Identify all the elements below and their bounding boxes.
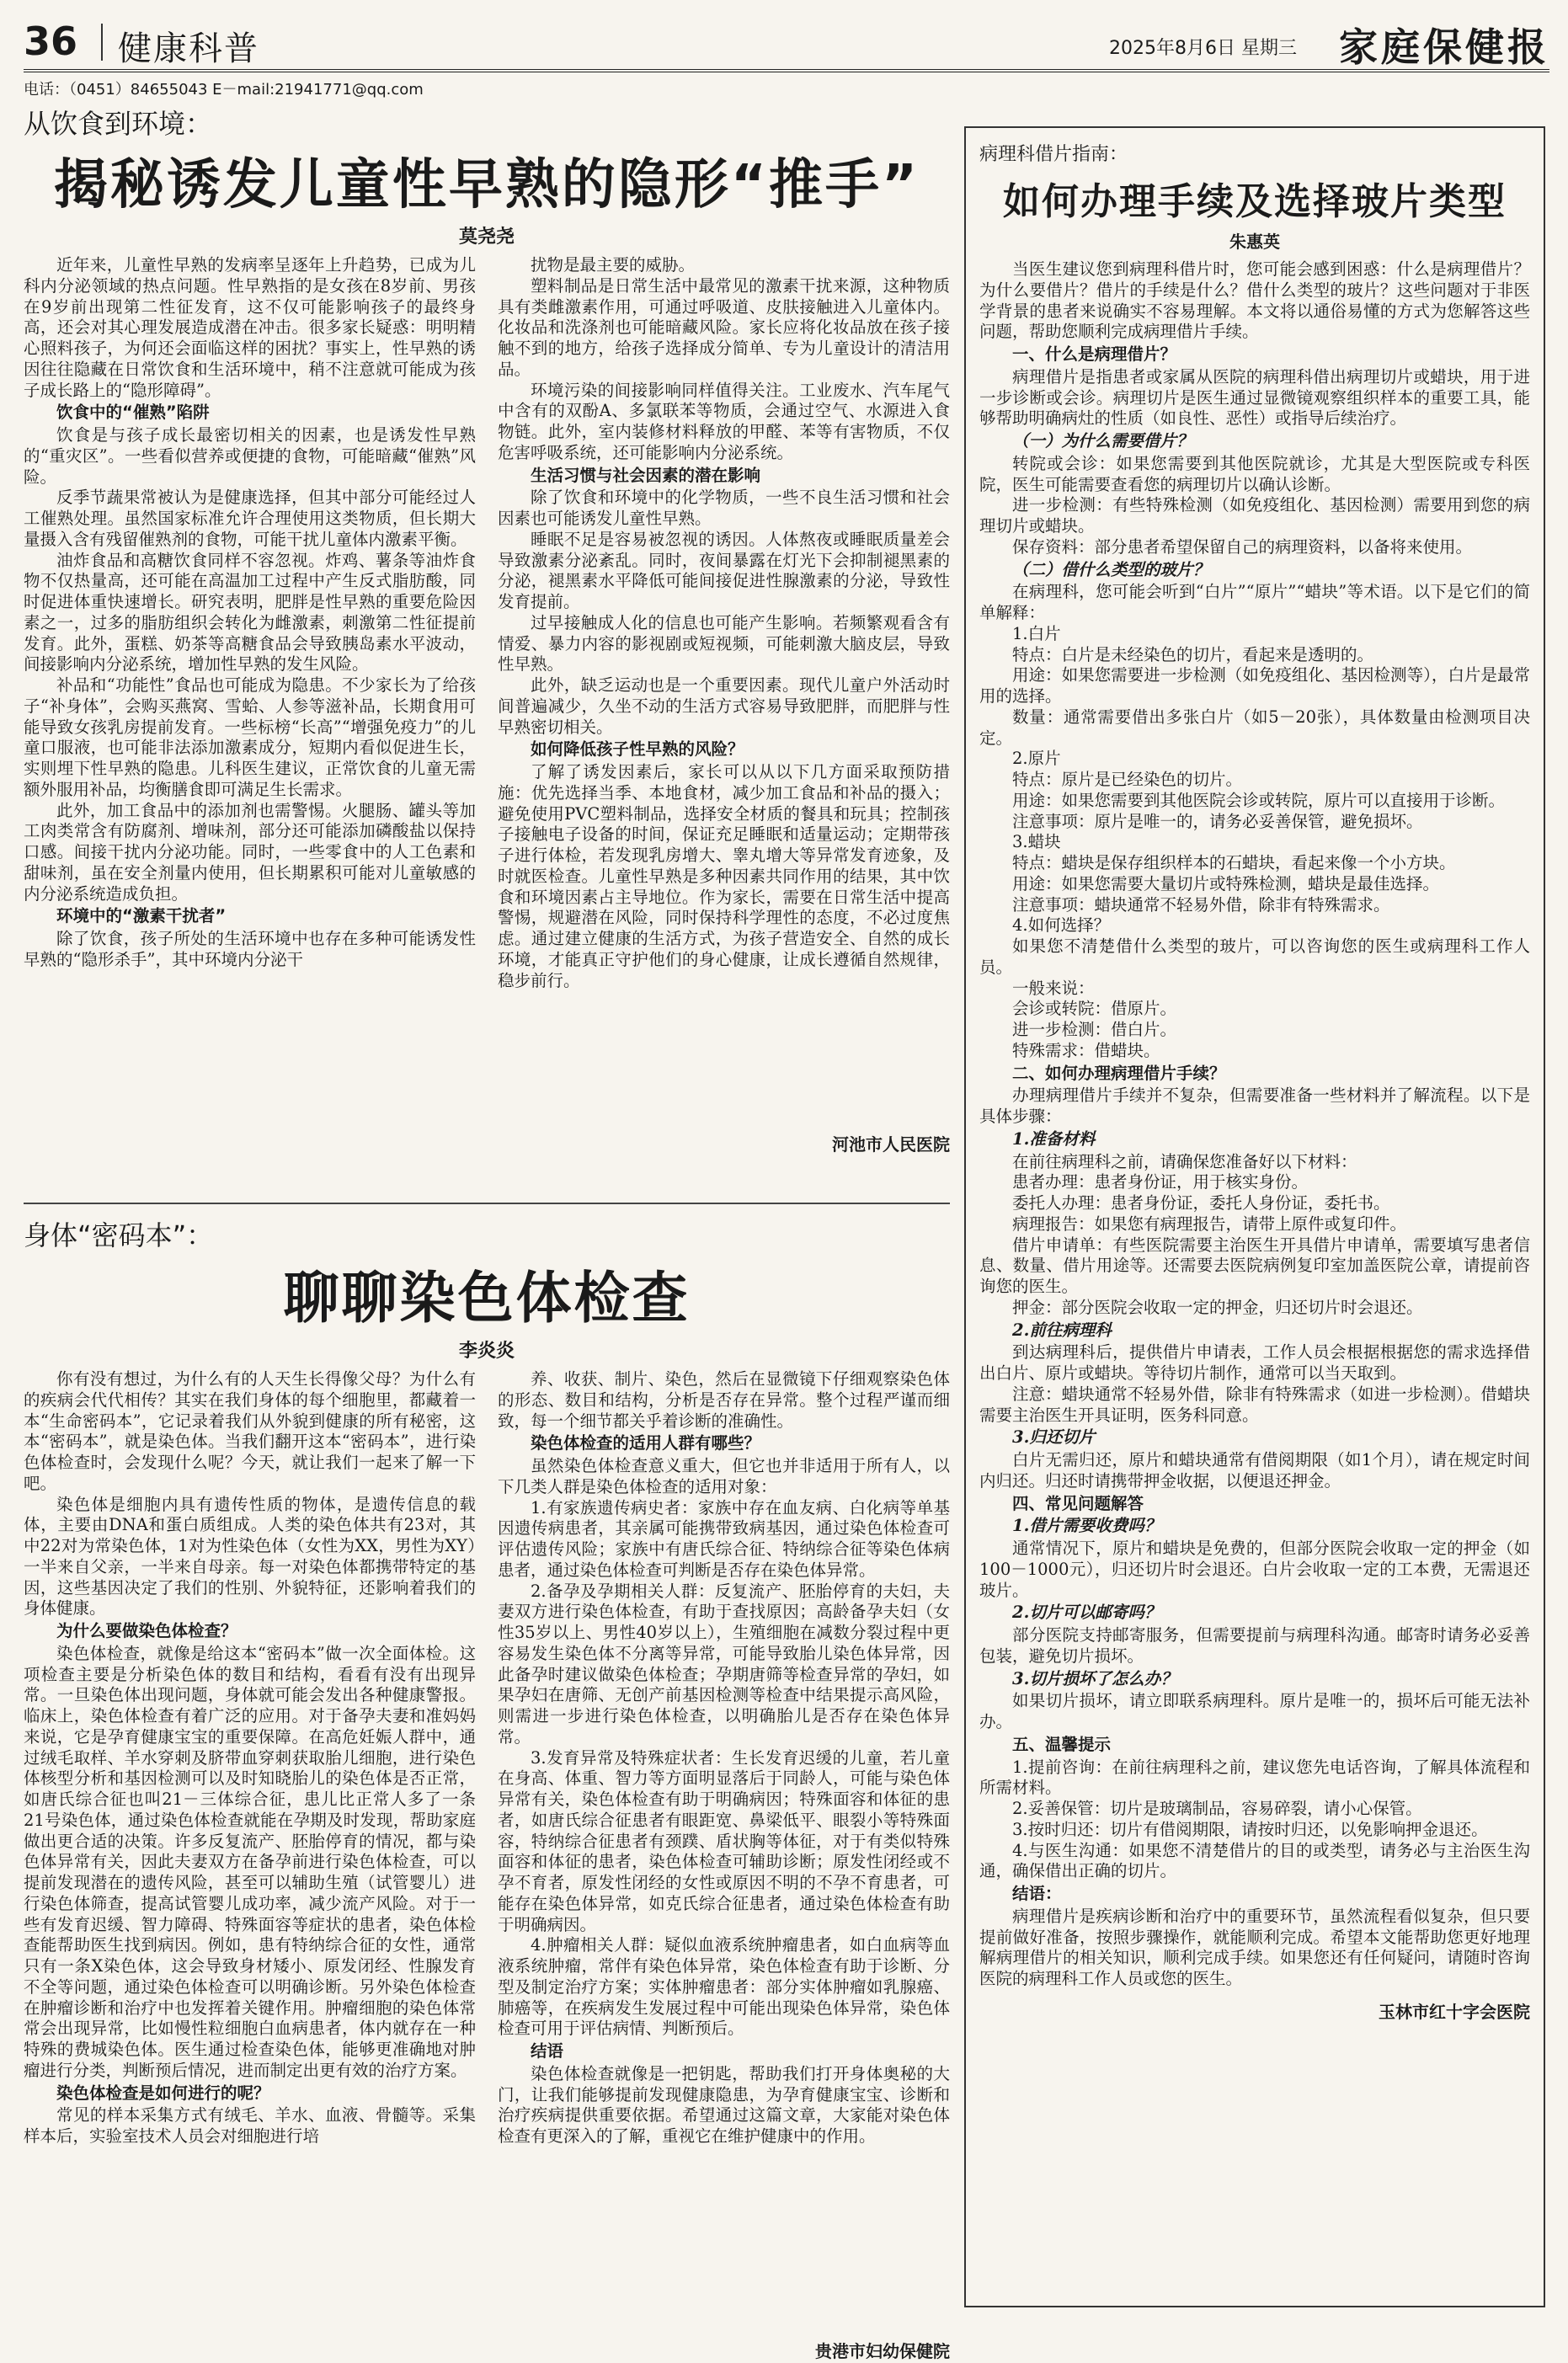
subheading: 二、如何办理病理借片手续？ (1012, 1063, 1226, 1083)
paragraph: 特点：白片是未经染色的切片，看起来是透明的。 (1012, 644, 1374, 664)
paragraph: 用途：如果您需要大量切片或特殊检测，蜡块是最佳选择。 (1012, 873, 1440, 893)
paragraph: 1.提前咨询：在前往病理科之前，建议您先电话咨询，了解具体流程和所需材料。 (979, 1757, 1530, 1798)
page-number: 36 (24, 19, 78, 64)
article-column (24, 255, 476, 1165)
paragraph: 转院或会诊：如果您需要到其他医院就诊，尤其是大型医院或专科医院，医生可能需要查看您的病理切片以确认诊断。 (979, 453, 1530, 494)
subheading: 四、常见问题解答 (1012, 1493, 1144, 1513)
paragraph: 4.与医生沟通：如果您不清楚借片的目的或类型，请务必与主治医生沟通，确保借出正确的切片。 (979, 1840, 1530, 1881)
paragraph: 数量：通常需要借出多张白片（如5－20张），具体数量由检测项目决定。 (979, 707, 1530, 748)
article-column (24, 1369, 476, 2363)
subheading: 2.切片可以邮寄吗？ (1012, 1603, 1161, 1623)
subheading: 如何降低孩子性早熟的风险？ (531, 739, 744, 760)
paragraph: 特点：原片是已经染色的切片。 (1012, 770, 1243, 789)
paragraph: 1.白片 (1012, 623, 1061, 643)
paragraph: 注意：蜡块通常不轻易外借，除非有特殊需求（如进一步检测）。借蜡块需要主治医生开具证明，医务科同意。 (979, 1384, 1530, 1425)
paragraph: 注意事项：蜡块通常不轻易外借，除非有特殊需求。 (1012, 894, 1390, 915)
paragraph: 除了饮食和环境中的化学物质，一些不良生活习惯和社会因素也可能诱发儿童性早熟。 (498, 488, 950, 528)
paragraph: 染色体检查就像是一把钥匙，帮助我们打开身体奥秘的大门，让我们能够提前发现健康隐患，为孕育健康宝宝、诊断和治疗疾病提供重要依据。希望通过这篇文章，大家能对染色体检查有更深入的了解，重视它在维护健康中的作用。 (498, 2063, 950, 2146)
paragraph: 油炸食品和高糖饮食同样不容忽视。炸鸡、薯条等油炸食物不仅热量高，还可能在高温加工过程中产生反式脂肪酸，同时促进体重快速增长。研究表明，肥胖是性早熟的重要危险因素之一，过多的脂肪组织会转化为雌激素，刺激第二性征提前发育。此外，蛋糕、奶茶等高糖食品会导致胰岛素水平波动，间接影响内分泌系统，增加性早熟的发生风险。 (24, 550, 476, 675)
subheading: 五、温馨提示 (1012, 1734, 1112, 1754)
paragraph: 塑料制品是日常生活中最常见的激素干扰来源，这种物质具有类雌激素作用，可通过呼吸道、皮肤接触进入儿童体内。化妆品和洗涤剂也可能暗藏风险。家长应将化妆品放在孩子接触不到的地方，给孩子选择成分简单、专为儿童设计的清洁用品。 (498, 275, 950, 379)
issue-date: 2025年8月6日 星期三 (1109, 38, 1297, 59)
article-kicker: 从饮食到环境： (24, 108, 213, 140)
paragraph: 虽然染色体检查意义重大，但它也并非适用于所有人，以下几类人群是染色体检查的适用对象： (498, 1456, 950, 1496)
sidebar-kicker: 病理科借片指南： (979, 144, 1128, 165)
paragraph: 在前往病理科之前，请确保您准备好以下材料： (1012, 1151, 1357, 1171)
article-headline: 聊聊染色体检查 (283, 1266, 691, 1331)
paragraph: 睡眠不足是容易被忽视的诱因。人体熬夜或睡眠质量差会导致激素分泌紊乱。同时，夜间暴露在灯光下会抑制褪黑素的分泌，褪黑素水平降低可能间接促进性腺激素的分泌，导致性发育提前。 (498, 529, 950, 611)
subheading: 为什么要做染色体检查？ (56, 1621, 237, 1640)
paragraph: 患者办理：患者身份证，用于核实身份。 (1012, 1172, 1309, 1192)
subheading: （二）借什么类型的玻片？ (1012, 559, 1210, 579)
paragraph: 押金：部分医院会收取一定的押金，归还切片时会退还。 (1012, 1297, 1423, 1317)
paragraph: 用途：如果您需要进一步检测（如免疫组化、基因检测等），白片是最常用的选择。 (979, 665, 1530, 706)
paragraph: 白片无需归还，原片和蜡块通常有借阅期限（如1个月），请在规定时间内归还。归还时请携带押金收据，以便退还押金。 (979, 1450, 1530, 1491)
paragraph: 用途：如果您需要到其他医院会诊或转院，原片可以直接用于诊断。 (1012, 790, 1506, 810)
subheading: 1.准备材料 (1012, 1128, 1096, 1149)
paragraph: 特殊需求：借蜡块。 (1012, 1040, 1160, 1060)
subheading: 染色体检查的适用人群有哪些？ (531, 1433, 761, 1454)
paragraph: 养、收获、制片、染色，然后在显微镜下仔细观察染色体的形态、数目和结构，分析是否存在异常。整个过程严谨而细致，每一个细节都关乎着诊断的准确性。 (498, 1369, 950, 1431)
paragraph: 除了饮食，孩子所处的生活环境中也存在多种可能诱发性早熟的“隐形杀手”，其中环境内分泌干 (24, 929, 476, 969)
paragraph: 了解了诱发因素后，家长可以从以下几方面采取预防措施：优先选择当季、本地食材，减少加工食品和补品的摄入；避免使用PVC塑料制品，选择安全材质的餐具和玩具；控制孩子接触电子设备的时间，保证充足睡眠和适量运动；定期带孩子进行体检，若发现乳房增大、睾丸增大等异常发育迹象，及时就医检查。儿童性早熟是多种因素共同作用的结果，其中饮食和环境因素占主导地位。作为家长，需要在日常生活中提高警惕，规避潜在风险，同时保持科学理性的态度，不必过度焦虑。通过建立健康的生活方式，为孩子营造安全、自然的成长环境，才能真正守护他们的身心健康，让成长遵循自然规律，稳步前行。 (498, 762, 950, 990)
paragraph: 4.如何选择？ (1012, 915, 1111, 936)
subheading: 结语 (531, 2041, 564, 2061)
paragraph: 4.肿瘤相关人群：疑似血液系统肿瘤患者，如白血病等血液系统肿瘤，常伴有染色体异常，染色体检查有助于诊断、分型及制定治疗方案；实体肿瘤患者：部分实体肿瘤如乳腺癌、肺癌等，在疾病发生发展过程中可能出现染色体异常，染色体检查可用于评估病情、判断预后。 (498, 1935, 950, 2039)
sidebar-body (979, 259, 1530, 1990)
paragraph: 委托人办理：患者身份证，委托人身份证，委托书。 (1012, 1193, 1390, 1213)
subheading: （一）为什么需要借片？ (1012, 431, 1193, 451)
paragraph: 一般来说： (1012, 978, 1095, 998)
paragraph: 如果您不清楚借什么类型的玻片，可以咨询您的医生或病理科工作人员。 (979, 936, 1530, 977)
paragraph: 常见的样本采集方式有绒毛、羊水、血液、骨髓等。采集样本后，实验室技术人员会对细胞进行培 (24, 2105, 476, 2146)
subheading: 3.归还切片 (1012, 1427, 1096, 1448)
sidebar-author: 朱惠英 (1229, 232, 1280, 252)
paragraph: 染色体检查，就像是给这本“密码本”做一次全面体检。这项检查主要是分析染色体的数目和结构，看看有没有出现异常。一旦染色体出现问题，身体就可能会发出各种健康警报。临床上，染色体检查有着广泛的应用。对于备孕夫妻和准妈妈来说，它是孕育健康宝宝的重要保障。在高危妊娠人群中，通过绒毛取样、羊水穿刺及脐带血穿刺获取胎儿细胞，进行染色体核型分析和基因检测可以及时知晓胎儿的染色体是否正常，如唐氏综合征也叫21－三体综合征，患儿比正常人多了一条21号染色体，通过染色体检查就能在孕期及时发现，帮助家庭做出更合适的决策。许多反复流产、胚胎停育的情况，都与染色体异常有关，因此夫妻双方在备孕前进行染色体检查，可以提前发现潜在的遗传风险，甚至可以辅助生殖（试管婴儿）进行染色体筛查，提高试管婴儿成功率，减少流产风险。对于一些有发育迟缓、智力障碍、特殊面容等症状的患者，染色体检查能帮助医生找到病因。例如，患有特纳综合征的女性，通常只有一条X染色体，这会导致身材矮小、原发闭经、性腺发育不全等问题，通过染色体检查可以明确诊断。另外染色体检查在肿瘤诊断和治疗中也发挥着关键作用。肿瘤细胞的染色体常常会出现异常，比如慢性粒细胞白血病患者，体内就存在一种特殊的费城染色体。医生通过检查染色体，能够更准确地对肿瘤进行分类，判断预后情况，进而制定出更有效的治疗方案。 (24, 1643, 476, 2080)
paragraph: 此外，缺乏运动也是一个重要因素。现代儿童户外活动时间普遍减少，久坐不动的生活方式容易导致肥胖，而肥胖与性早熟密切相关。 (498, 675, 950, 737)
paragraph: 你有没有想过，为什么有的人天生长得像父母？为什么有的疾病会代代相传？其实在我们身体的每个细胞里，都藏着一本“生命密码本”，它记录着我们从外貌到健康的所有秘密，这本“密码本”，就是染色体。当我们翻开这本“密码本”，进行染色体检查时，会发现什么呢？今天，就让我们一起来了解一下吧。 (24, 1369, 476, 1493)
subheading: 2.前往病理科 (1012, 1320, 1112, 1340)
paragraph: 补品和“功能性”食品也可能成为隐患。不少家长为了给孩子“补身体”，会购买燕窝、雪蛤、人参等滋补品，长期食用可能导致女孩乳房提前发育。一些标榜“长高”“增强免疫力”的儿童口服液，也可能非法添加激素成分，短期内看似促进生长，实则埋下性早熟的隐患。儿科医生建议，正常饮食的儿童无需额外服用补品，均衡膳食即可满足生长需求。 (24, 675, 476, 799)
subheading: 一、什么是病理借片？ (1012, 344, 1177, 364)
paragraph: 2.备孕及孕期相关人群：反复流产、胚胎停育的夫妇，夫妻双方进行染色体检查，有助于查找原因；高龄备孕夫妇（女性35岁以上、男性40岁以上），生殖细胞在减数分裂过程中更容易发生染色体不分离等异常，可能导致胎儿染色体异常，因此备孕时建议做染色体检查；孕期唐筛等检查异常的孕妇，如果孕妇在唐筛、无创产前基因检测等检查中结果提示高风险，则需进一步进行染色体检查，以明确胎儿是否存在染色体异常。 (498, 1581, 950, 1747)
masthead (24, 15, 1549, 72)
paragraph: 饮食是与孩子成长最密切相关的因素，也是诱发性早熟的“重灾区”。一些看似营养或便捷的食物，可能暗藏“催熟”风险。 (24, 425, 476, 487)
paragraph: 染色体是细胞内具有遗传性质的物体，是遗传信息的载体，主要由DNA和蛋白质组成。人类的染色体共有23对，其中22对为常染色体，1对为性染色体（女性为XX，男性为XY）一半来自父亲，一半来自母亲。每一对染色体都携带特定的基因，这些基因决定了我们的性别、外貌特征，还影响着我们的身体健康。 (24, 1494, 476, 1619)
subheading: 1.借片需要收费吗？ (1012, 1516, 1161, 1536)
paragraph: 近年来，儿童性早熟的发病率呈逐年上升趋势，已成为儿科内分泌领域的热点问题。性早熟指的是女孩在8岁前、男孩在9岁前出现第二性征发育，这不仅可能影响孩子的最终身高，还会对其心理发展造成潜在冲击。很多家长疑惑：明明精心照料孩子，为何还会面临这样的困扰？事实上，性早熟的诱因往往隐藏在日常饮食和生活环境中，稍不注意就可能成为孩子成长路上的“隐形障碍”。 (24, 255, 476, 400)
paragraph: 会诊或转院：借原片。 (1012, 999, 1177, 1019)
section-title: 健康科普 (118, 29, 259, 68)
article-headline: 揭秘诱发儿童性早熟的隐形“推手” (53, 154, 920, 216)
paragraph: 到达病理科后，提供借片申请表，工作人员会根据根据您的需求选择借出白片、原片或蜡块。等待切片制作，通常可以当天取到。 (979, 1342, 1530, 1383)
article-institution: 贵港市妇幼保健院 (815, 2341, 950, 2361)
paragraph: 办理病理借片手续并不复杂，但需要准备一些材料并了解流程。以下是具体步骤： (979, 1085, 1530, 1126)
subheading: 饮食中的“催熟”陷阱 (56, 403, 210, 423)
article-column (498, 255, 950, 1165)
paragraph: 病理借片是指患者或家属从医院的病理科借出病理切片或蜡块，用于进一步诊断或会诊。病理切片是医生通过显微镜观察组织样本的重要工具，能够帮助明确病灶的性质（如良性、恶性）或指导后续治疗。 (979, 366, 1530, 429)
paragraph: 环境污染的间接影响同样值得关注。工业废水、汽车尾气中含有的双酚A、多氯联苯等物质，会通过空气、水源进入食物链。此外，室内装修材料释放的甲醛、苯等有害物质，不仅危害呼吸系统，还可能影响内分泌系统。 (498, 380, 950, 462)
paragraph: 3.蜡块 (1012, 832, 1061, 852)
sidebar-institution: 玉林市红十字会医院 (1379, 2001, 1530, 2022)
masthead-divider (101, 24, 103, 61)
article-kicker: 身体“密码本”： (24, 1219, 214, 1251)
paragraph: 过早接触成人化的信息也可能产生影响。若频繁观看含有情爱、暴力内容的影视剧或短视频，可能刺激大脑皮层，导致性早熟。 (498, 612, 950, 675)
contact-line: 电话：（0451）84655043 E－mail:21941771@qq.com (24, 81, 424, 99)
paragraph: 如果切片损坏，请立即联系病理科。原片是唯一的，损坏后可能无法补办。 (979, 1691, 1530, 1731)
subheading: 结语： (1012, 1884, 1062, 1903)
paragraph: 当医生建议您到病理科借片时，您可能会感到困惑：什么是病理借片？为什么要借片？借片的手续是什么？借什么类型的玻片？这些问题对于非医学背景的患者来说确实不容易理解。本文将以通俗易懂的方式为您解答这些问题，帮助您顺利完成病理借片手续。 (979, 259, 1530, 342)
article-author: 李炎炎 (458, 1340, 515, 1362)
paragraph: 在病理科，您可能会听到“白片”“原片”“蜡块”等术语。以下是它们的简单解释： (979, 582, 1530, 622)
article-chromosome-test (24, 1214, 950, 2362)
subheading: 3.切片损坏了怎么办？ (1012, 1668, 1177, 1688)
paragraph: 病理借片是疾病诊断和治疗中的重要环节，虽然流程看似复杂，但只要提前做好准备，按照步骤操作，就能顺利完成。希望本文能帮助您更好地理解病理借片的相关知识，顺利完成手续。如果您还有任何疑问，请随时咨询医院的病理科工作人员或您的医生。 (979, 1906, 1530, 1988)
article-author: 莫尧尧 (458, 226, 515, 248)
subheading: 生活习惯与社会因素的潜在影响 (531, 465, 761, 485)
paragraph: 1.有家族遗传病史者：家族中存在血友病、白化病等单基因遗传病患者，其亲属可能携带致病基因，通过染色体检查可评估遗传风险；家族中有唐氏综合征、特纳综合征等染色体病患者，通过染色体检查可判断是否存在染色体异常。 (498, 1497, 950, 1580)
article-precocious-puberty (24, 103, 950, 1155)
paragraph: 注意事项：原片是唯一的，请务必妥善保管，避免损坏。 (1012, 811, 1423, 831)
paragraph: 2.妥善保管：切片是玻璃制品，容易碎裂，请小心保管。 (1012, 1799, 1422, 1818)
paragraph: 进一步检测：借白片。 (1012, 1020, 1177, 1039)
article-column (498, 1369, 950, 2363)
pathology-sidebar (964, 126, 1545, 2307)
paper-name: 家庭保健报 (1339, 24, 1549, 70)
article-institution: 河池市人民医院 (832, 1134, 950, 1155)
paragraph: 特点：蜡块是保存组织样本的石蜡块，看起来像一个小方块。 (1012, 853, 1456, 872)
paragraph: 2.原片 (1012, 749, 1061, 769)
subheading: 环境中的“激素干扰者” (56, 906, 227, 926)
paragraph: 反季节蔬果常被认为是健康选择，但其中部分可能经过人工催熟处理。虽然国家标准允许合理使用这类物质，但长期大量摄入含有残留催熟剂的食物，可能干扰儿童体内激素平衡。 (24, 488, 476, 549)
article-divider (24, 1203, 950, 1204)
subheading: 染色体检查是如何进行的呢？ (56, 2083, 270, 2103)
paragraph: 3.发育异常及特殊症状者：生长发育迟缓的儿童，若儿童在身高、体重、智力等方面明显落后于同龄人，可能与染色体异常有关，染色体检查有助于明确病因；特殊面容和体征的患者，如唐氏综合征患者有眼距宽、鼻梁低平、眼裂小等特殊面容，特纳综合征患者有颈蹼、盾状胸等体征，对于有类似特殊面容和体征的患者，染色体检查可辅助诊断；原发性闭经或不孕不育者，原发性闭经的女性或原因不明的不孕不育患者，可能存在染色体异常，如克氏综合征患者，通过染色体检查有助于明确病因。 (498, 1747, 950, 1934)
paragraph: 3.按时归还：切片有借阅期限，请按时归还，以免影响押金退还。 (1012, 1819, 1488, 1839)
paragraph: 此外，加工食品中的添加剂也需警惕。火腿肠、罐头等加工肉类常含有防腐剂、增味剂，部分还可能添加磷酸盐以保持口感。间接干扰内分泌功能。同时，一些零食中的人工色素和甜味剂，虽在安全剂量内使用，但长期累积可能对儿童敏感的内分泌系统造成负担。 (24, 800, 476, 904)
paragraph: 进一步检测：有些特殊检测（如免疫组化、基因检测）需要用到您的病理切片或蜡块。 (979, 495, 1530, 536)
paragraph: 扰物是最主要的威胁。 (531, 255, 696, 275)
paragraph: 保存资料：部分患者希望保留自己的病理资料，以备将来使用。 (1012, 536, 1473, 557)
paragraph: 部分医院支持邮寄服务，但需要提前与病理科沟通。邮寄时请务必妥善包装，避免切片损坏。 (979, 1625, 1530, 1666)
paragraph: 通常情况下，原片和蜡块是免费的，但部分医院会收取一定的押金（如100－1000元），归还切片时会退还。白片会收取一定的工本费，无需退还玻片。 (979, 1539, 1530, 1600)
sidebar-headline: 如何办理手续及选择玻片类型 (1003, 180, 1507, 223)
paragraph: 病理报告：如果您有病理报告，请带上原件或复印件。 (1012, 1214, 1407, 1234)
paragraph: 借片申请单：有些医院需要主治医生开具借片申请单，需要填写患者信息、数量、借片用途等。还需要去医院病例复印室加盖医院公章，请提前咨询您的医生。 (979, 1235, 1530, 1296)
